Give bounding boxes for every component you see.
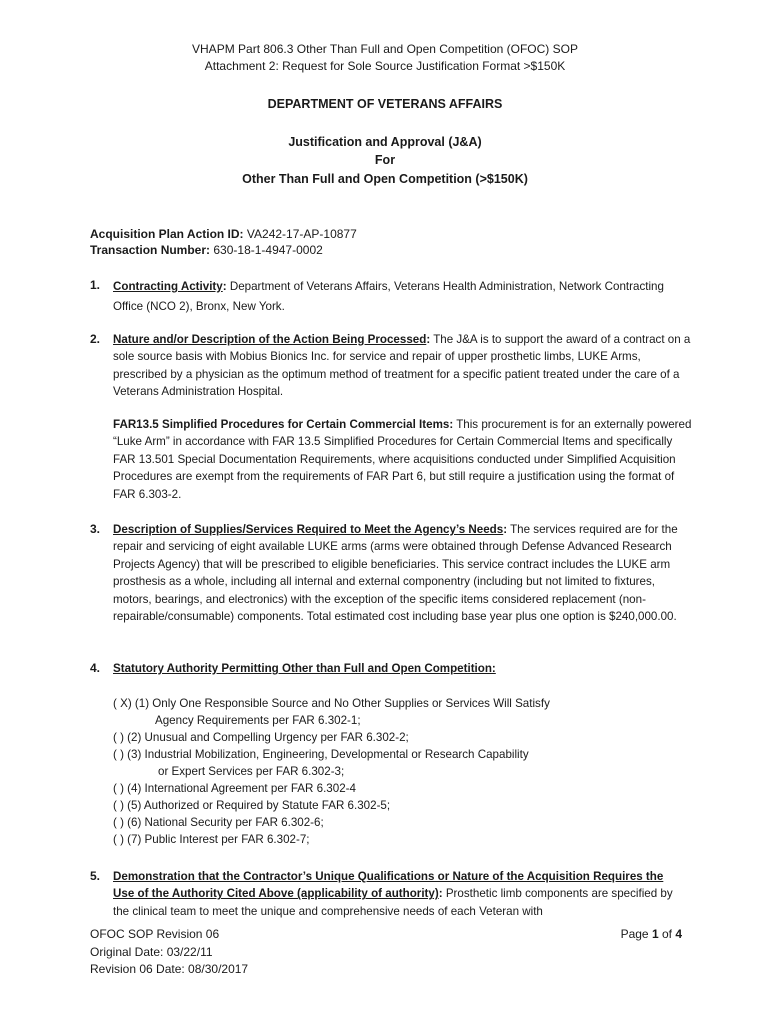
- section-3-heading: Description of Supplies/Services Required to Meet the Agency’s Needs: [113, 523, 504, 536]
- section-1-heading: Contracting Activity: [113, 280, 223, 293]
- section-1-text: Department of Veterans Affairs, Veterans Health Administration, Network Contracting Office (NCO 2), Bronx, New York.: [113, 280, 664, 313]
- section-1-colon: :: [222, 280, 227, 293]
- section-3-number: 3.: [90, 522, 101, 536]
- page-number: [621, 926, 682, 943]
- transaction-number-value: 630-18-1-4947-0002: [213, 243, 323, 257]
- footer-revision-date: Revision 06 Date: 08/30/2017: [90, 962, 249, 976]
- department-title: DEPARTMENT OF VETERANS AFFAIRS: [267, 97, 503, 111]
- acquisition-plan-id: [90, 226, 357, 242]
- ja-title: Justification and Approval (J&A): [288, 135, 482, 149]
- authority-option-1-cont: Agency Requirements per FAR 6.302-1;: [155, 714, 361, 727]
- section-1-number: 1.: [90, 278, 101, 292]
- section-5-number: 5.: [90, 869, 101, 883]
- authority-option-5: ( ) (5) Authorized or Required by Statute FAR 6.302-5;: [113, 799, 391, 812]
- authority-option-3: ( ) (3) Industrial Mobilization, Engineering, Developmental or Research Capability: [113, 748, 529, 761]
- authority-option-7: ( ) (7) Public Interest per FAR 6.302-7;: [113, 833, 310, 846]
- footer-original-date: Original Date: 03/22/11: [90, 945, 213, 959]
- page-current: 1: [651, 927, 659, 941]
- far-13-5-paragraph: [113, 416, 693, 503]
- far-13-5-text: This procurement is for an externally powered “Luke Arm” in accordance with FAR 13.5 Simplified Procedures for Certain Commercial Items and specifically FAR 13.501 Special Documentation Requirements, where acquisitions conducted under Simplified Acquisition Procedures are exempt from the requirements of FAR Part 6, but still require a justification using the format of FAR 6.303-2.: [113, 418, 692, 501]
- authority-option-3-cont: or Expert Services per FAR 6.302-3;: [158, 765, 345, 778]
- far-13-5-heading: FAR13.5 Simplified Procedures for Certain Commercial Items:: [113, 418, 454, 431]
- section-2-colon: :: [426, 333, 431, 346]
- section-4-number: 4.: [90, 661, 101, 675]
- section-4-heading: Statutory Authority Permitting Other than Full and Open Competition:: [113, 662, 496, 675]
- section-3-text: The services required are for the repair and servicing of eight available LUKE arms (arms were obtained through Defense Advanced Research Projects Agency) that will be prescribed to eligible beneficiaries. This service contract includes the LUKE arm prosthesis as a whole, including all internal and external componentry (including but not limited to fixtures, motors, bearings, and electronics) with the exception of the specific items considered replacement (non-repairable/consumable) components. Total estimated cost including base year plus one option is $240,000.00.: [113, 523, 678, 624]
- transaction-number: [90, 242, 323, 258]
- section-4-heading-line: [113, 660, 693, 677]
- section-5-paragraph: [113, 868, 673, 920]
- header-attachment: Attachment 2: Request for Sole Source Justification Format >$150K: [204, 59, 566, 73]
- page-of: of: [658, 927, 676, 941]
- footer-revision: OFOC SOP Revision 06: [90, 927, 220, 941]
- page-prefix: Page: [620, 927, 652, 941]
- section-5-text: Prosthetic limb components are specified by the clinical team to meet the unique and comprehensive needs of each Veteran with: [113, 887, 673, 918]
- acquisition-plan-value: VA242-17-AP-10877: [246, 227, 357, 241]
- authority-option-1: ( X) (1) Only One Responsible Source and No Other Supplies or Services Will Satisfy: [113, 697, 550, 710]
- section-3-colon: :: [503, 523, 508, 536]
- ja-title-subject: Other Than Full and Open Competition (>$150K): [242, 172, 528, 186]
- section-5-heading: Demonstration that the Contractor’s Unique Qualifications or Nature of the Acquisition Requires the Use of the Authority Cited Above (applicability of authority): [113, 870, 664, 901]
- ja-title-for: For: [374, 153, 396, 167]
- acquisition-plan-label: Acquisition Plan Action ID:: [90, 227, 244, 241]
- section-2-paragraph: [113, 331, 693, 401]
- section-2-heading: Nature and/or Description of the Action Being Processed: [113, 333, 427, 346]
- section-3-paragraph: [113, 521, 693, 625]
- section-1-paragraph: [113, 277, 693, 317]
- transaction-number-label: Transaction Number:: [90, 243, 211, 257]
- section-2-number: 2.: [90, 332, 101, 346]
- page-total: 4: [675, 927, 682, 941]
- authority-option-6: ( ) (6) National Security per FAR 6.302-6;: [113, 816, 324, 829]
- section-5-colon: :: [438, 887, 443, 901]
- authority-option-2: ( ) (2) Unusual and Compelling Urgency per FAR 6.302-2;: [113, 731, 409, 744]
- section-2-text: The J&A is to support the award of a contract on a sole source basis with Mobius Bionics Inc. for service and repair of upper prosthetic limbs, LUKE Arms, prescribed by a physician as the optimum method of treatment for a specific patient treated under the care of a Veterans Administration Hospital.: [113, 333, 691, 399]
- authority-option-4: ( ) (4) International Agreement per FAR 6.302-4: [113, 782, 356, 795]
- header-sop-title: VHAPM Part 806.3 Other Than Full and Open Competition (OFOC) SOP: [192, 42, 578, 56]
